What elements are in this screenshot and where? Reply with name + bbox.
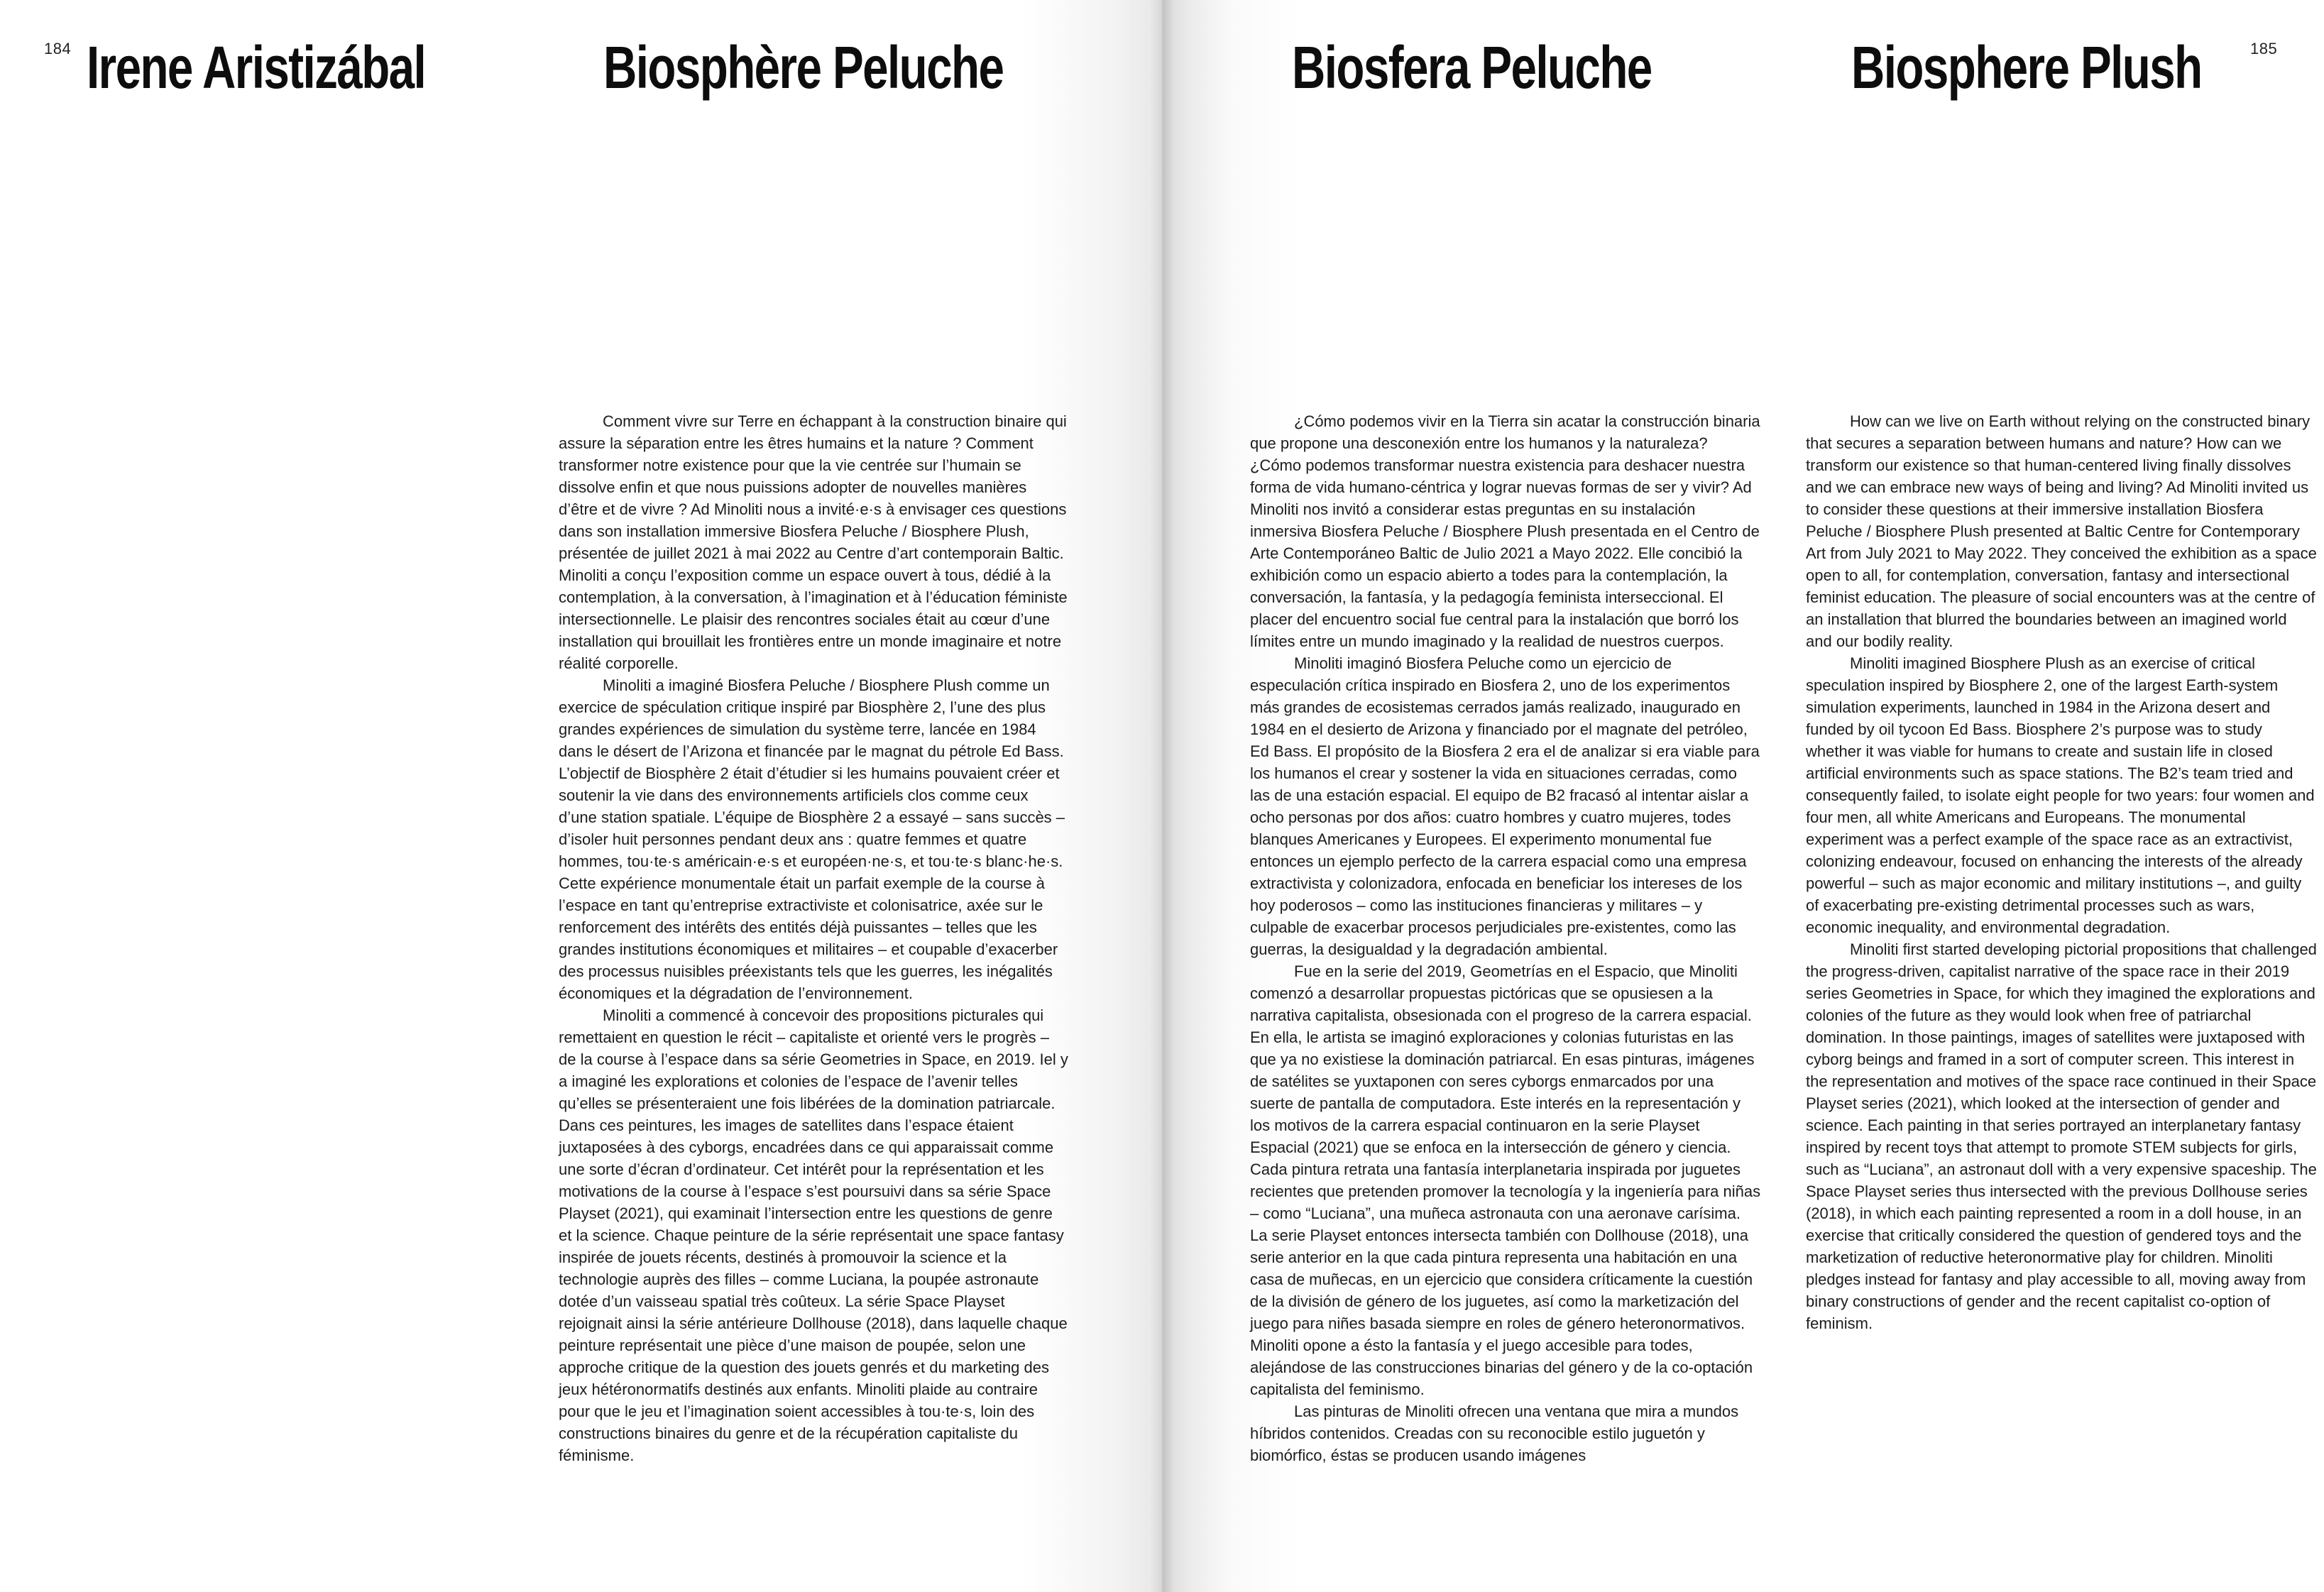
author-name: Irene Aristizábal	[87, 34, 426, 101]
en-paragraph: Minoliti imagined Biosphere Plush as an exercise of critical speculation inspired by Biosphere 2, one of the largest Earth-system simulation experiments, launched in 1984 in the Arizona desert and funded by oil tycoon Ed Bass. Biosphere 2’s purpose was to study whether it was viable for humans to create and sustain life in closed artificial environments such as space stations. The B2’s team tried and consequently failed, to isolate eight people for two years: four women and four men, all white Americans and Europeans. The monumental experiment was a perfect example of the space race as an extractivist, colonizing endeavour, focused on enhancing the interests of the already powerful – such as major economic and military institutions –, and guilty of exacerbating pre-existing detrimental processes such as wars, economic inequality, and environmental degradation.	[1806, 654, 2315, 936]
en-paragraph: Minoliti first started developing pictorial propositions that challenged the progress-driven, capitalist narrative of the space race in their 2019 series Geometries in Space, for which they imagined the explorations and colonies of the future as they would look when free of patriarchal domination. In those paintings, images of satellites were juxtaposed with cyborg beings and framed in a sort of computer screen. This interest in the representation and motives of the space race continued in their Space Playset series (2021), which looked at the intersection of gender and science. Each painting in that series portrayed an interplanetary fantasy inspired by recent toys that attempt to promote STEM subjects for girls, such as “Luciana”, an astronaut doll with a very expensive spaceship. The Space Playset series thus intersected with the previous Dollhouse series (2018), in which each painting represented a room in a doll house, in an exercise that critically considered the question of gendered toys and the marketization of reductive heteronormative play for children. Minoliti pledges instead for fantasy and play accessible to all, moving away from binary constructions of gender and the recent capitalist co-option of feminism.	[1806, 940, 2317, 1332]
es-paragraph: Las pinturas de Minoliti ofrecen una ventana que mira a mundos híbridos contenidos. Creadas con su reconocible estilo juguetón y biomórfico, éstas se producen usando imágenes	[1250, 1402, 1739, 1464]
spanish-text-column	[1250, 410, 1761, 1466]
french-text-column	[559, 410, 1070, 1466]
fr-paragraph: Minoliti a commencé à concevoir des propositions picturales qui remettaient en question le récit – capitaliste et orienté vers le progrès – de la course à l’espace dans sa série Geometries in Space, en 2019. Iel y a imaginé les explorations et colonies de l’espace de l’avenir telles qu’elles se présenteraient une fois libérées de la domination patriarcale. Dans ces peintures, les images de satellites dans l’espace étaient juxtaposées à des cyborgs, encadrées dans ce qui apparaissait comme une sorte d’écran d’ordinateur. Cet intérêt pour la représentation et les motivations de la course à l’espace s’est poursuivi dans sa série Space Playset (2021), qui examinait l’intersection entre les questions de genre et la science. Chaque peinture de la série représentait une space fantasy inspirée de jouets récents, destinés à promouvoir la science et la technologie auprès des filles – comme Luciana, la poupée astronaute dotée d’un vaisseau spatial très coûteux. La série Space Playset rejoignait ainsi la série antérieure Dollhouse (2018), dans laquelle chaque peinture représentait une pièce d’une maison de poupée, selon une approche critique de la question des jouets genrés et du marketing des jeux hétéronormatifs destinés aux enfants. Minoliti plaide au contraire pour que le jeu et l’imagination soient accessibles à tou·te·s, loin des constructions binaires du genre et de la récupération capitaliste du féminisme.	[559, 1006, 1068, 1464]
title-french: Biosphère Peluche	[603, 34, 1004, 101]
fr-paragraph: Comment vivre sur Terre en échappant à la construction binaire qui assure la séparation entre les êtres humains et la nature ? Comment transformer notre existence pour que la vie centrée sur l’humain se dissolve enfin et que nous puissions adopter de nouvelles manières d’être et de vivre ? Ad Minoliti nous a invité·e·s à envisager ces questions dans son installation immersive Biosfera Peluche / Biosphere Plush, présentée de juillet 2021 à mai 2022 au Centre d’art contemporain Baltic. Minoliti a conçu l’exposition comme un espace ouvert à tous, dédié à la contemplation, à la conversation, à l’imagination et à l’éducation féministe intersectionnelle. Le plaisir des rencontres sociales était au cœur d’une installation qui brouillait les frontières entre un monde imaginaire et notre réalité corporelle.	[559, 412, 1068, 672]
right-page	[1162, 0, 2324, 1592]
page-number-left: 184	[44, 40, 72, 57]
page-number-right: 185	[2250, 40, 2278, 57]
fr-paragraph: Minoliti a imaginé Biosfera Peluche / Biosphere Plush comme un exercice de spéculation critique inspiré par Biosphère 2, l’une des plus grandes expériences de simulation du système terre, lancée en 1984 dans le désert de l’Arizona et financée par le magnat du pétrole Ed Bass. L’objectif de Biosphère 2 était d’étudier si les humains pouvaient créer et soutenir la vie dans des environnements artificiels clos comme ceux d’une station spatiale. L’équipe de Biosphère 2 a essayé – sans succès – d’isoler huit personnes pendant deux ans : quatre femmes et quatre hommes, tou·te·s américain·e·s et européen·ne·s, et tou·te·s blanc·he·s. Cette expérience monumentale était un parfait exemple de la course à l’espace en tant qu’entreprise extractiviste et colonisatrice, axée sur le renforcement des intérêts des entités déjà puissantes – telles que les grandes institutions économiques et militaires – et coupable d’exacerber des processus nuisibles préexistants tels que les guerres, les inégalités économiques et la dégradation de l’environnement.	[559, 676, 1065, 1002]
en-paragraph: How can we live on Earth without relying on the constructed binary that secures a separation between humans and nature? How can we transform our existence so that human-centered living finally dissolves and we can embrace new ways of being and living? Ad Minoliti invited us to consider these questions at their immersive installation Biosfera Peluche / Biosphere Plush presented at Baltic Centre for Contemporary Art from July 2021 to May 2022. They conceived the exhibition as a space open to all, for contemplation, conversation, fantasy and intersectional feminist education. The pleasure of social encounters was at the centre of an installation that blurred the boundaries between an imagined world and our bodily reality.	[1806, 412, 2317, 650]
title-english: Biosphere Plush	[1851, 34, 2202, 101]
es-paragraph: Fue en la serie del 2019, Geometrías en el Espacio, que Minoliti comenzó a desarrollar propuestas pictóricas que se opusiesen a la narrativa capitalista, obsesionada con el progreso de la carrera espacial. En ella, le artista se imaginó exploraciones y colonias futuristas en las que ya no existiese la dominación patriarcal. En esas pinturas, imágenes de satélites se yuxtaponen con seres cyborgs enmarcados por una suerte de pantalla de computadora. Este interés en la representación y los motivos de la carrera espacial continuaron en la serie Playset Espacial (2021) que se enfoca en la intersección de género y ciencia. Cada pintura retrata una fantasía interplanetaria inspirada por juguetes recientes que pretenden promover la tecnología y la ingeniería para niñas – como “Luciana”, una muñeca astronauta con una aeronave carísima. La serie Playset entonces intersecta también con Dollhouse (2018), una serie anterior en la que cada pintura representa una habitación en una casa de muñecas, en un ejercicio que considera críticamente la cuestión de la división de género de los juguetes, así como la marketización del juego para niñes basada siempre en roles de género heteronormativos. Minoliti opone a ésto la fantasía y el juego accesible para todes, alejándose de las construcciones binarias del género y de la co-optación capitalista del feminismo.	[1250, 962, 1761, 1398]
english-text-column	[1806, 410, 2317, 1334]
es-paragraph: ¿Cómo podemos vivir en la Tierra sin acatar la construcción binaria que propone una desconexión entre los humanos y la naturaleza? ¿Cómo podemos transformar nuestra existencia para deshacer nuestra forma de vida humano-céntrica y lograr nuevas formas de ser y vivir? Ad Minoliti nos invitó a considerar estas preguntas en su instalación inmersiva Biosfera Peluche / Biosphere Plush presentada en el Centro de Arte Contemporáneo Baltic de Julio 2021 a Mayo 2022. Elle concibió la exhibición como un espacio abierto a todes para la contemplación, la conversación, la fantasía, y la pedagogía feminista interseccional. El placer del encuentro social fue central para la instalación que borró los límites entre un mundo imaginado y la realidad de nuestros cuerpos.	[1250, 412, 1760, 650]
es-paragraph: Minoliti imaginó Biosfera Peluche como un ejercicio de especulación crítica inspirado en Biosfera 2, uno de los experimentos más grandes de ecosistemas cerrados jamás realizado, inaugurado en 1984 en el desierto de Arizona y financiado por el magnate del petróleo, Ed Bass. El propósito de la Biosfera 2 era el de analizar si era viable para los humanos el crear y sostener la vida en situaciones cerradas, como las de una estación espacial. El equipo de B2 fracasó al intentar aislar a ocho personas por dos años: cuatro hombres y cuatro mujeres, todes blanques Americanes y Europees. El experimento monumental fue entonces un ejemplo perfecto de la carrera espacial como una empresa extractivista y colonizadora, enfocada en beneficiar los intereses de los hoy poderosos – como las instituciones financieras y militares – y culpable de exacerbar procesos perjudiciales pre-existentes, como las guerras, la desigualdad y la degradación ambiental.	[1250, 654, 1760, 958]
title-spanish: Biosfera Peluche	[1292, 34, 1652, 101]
